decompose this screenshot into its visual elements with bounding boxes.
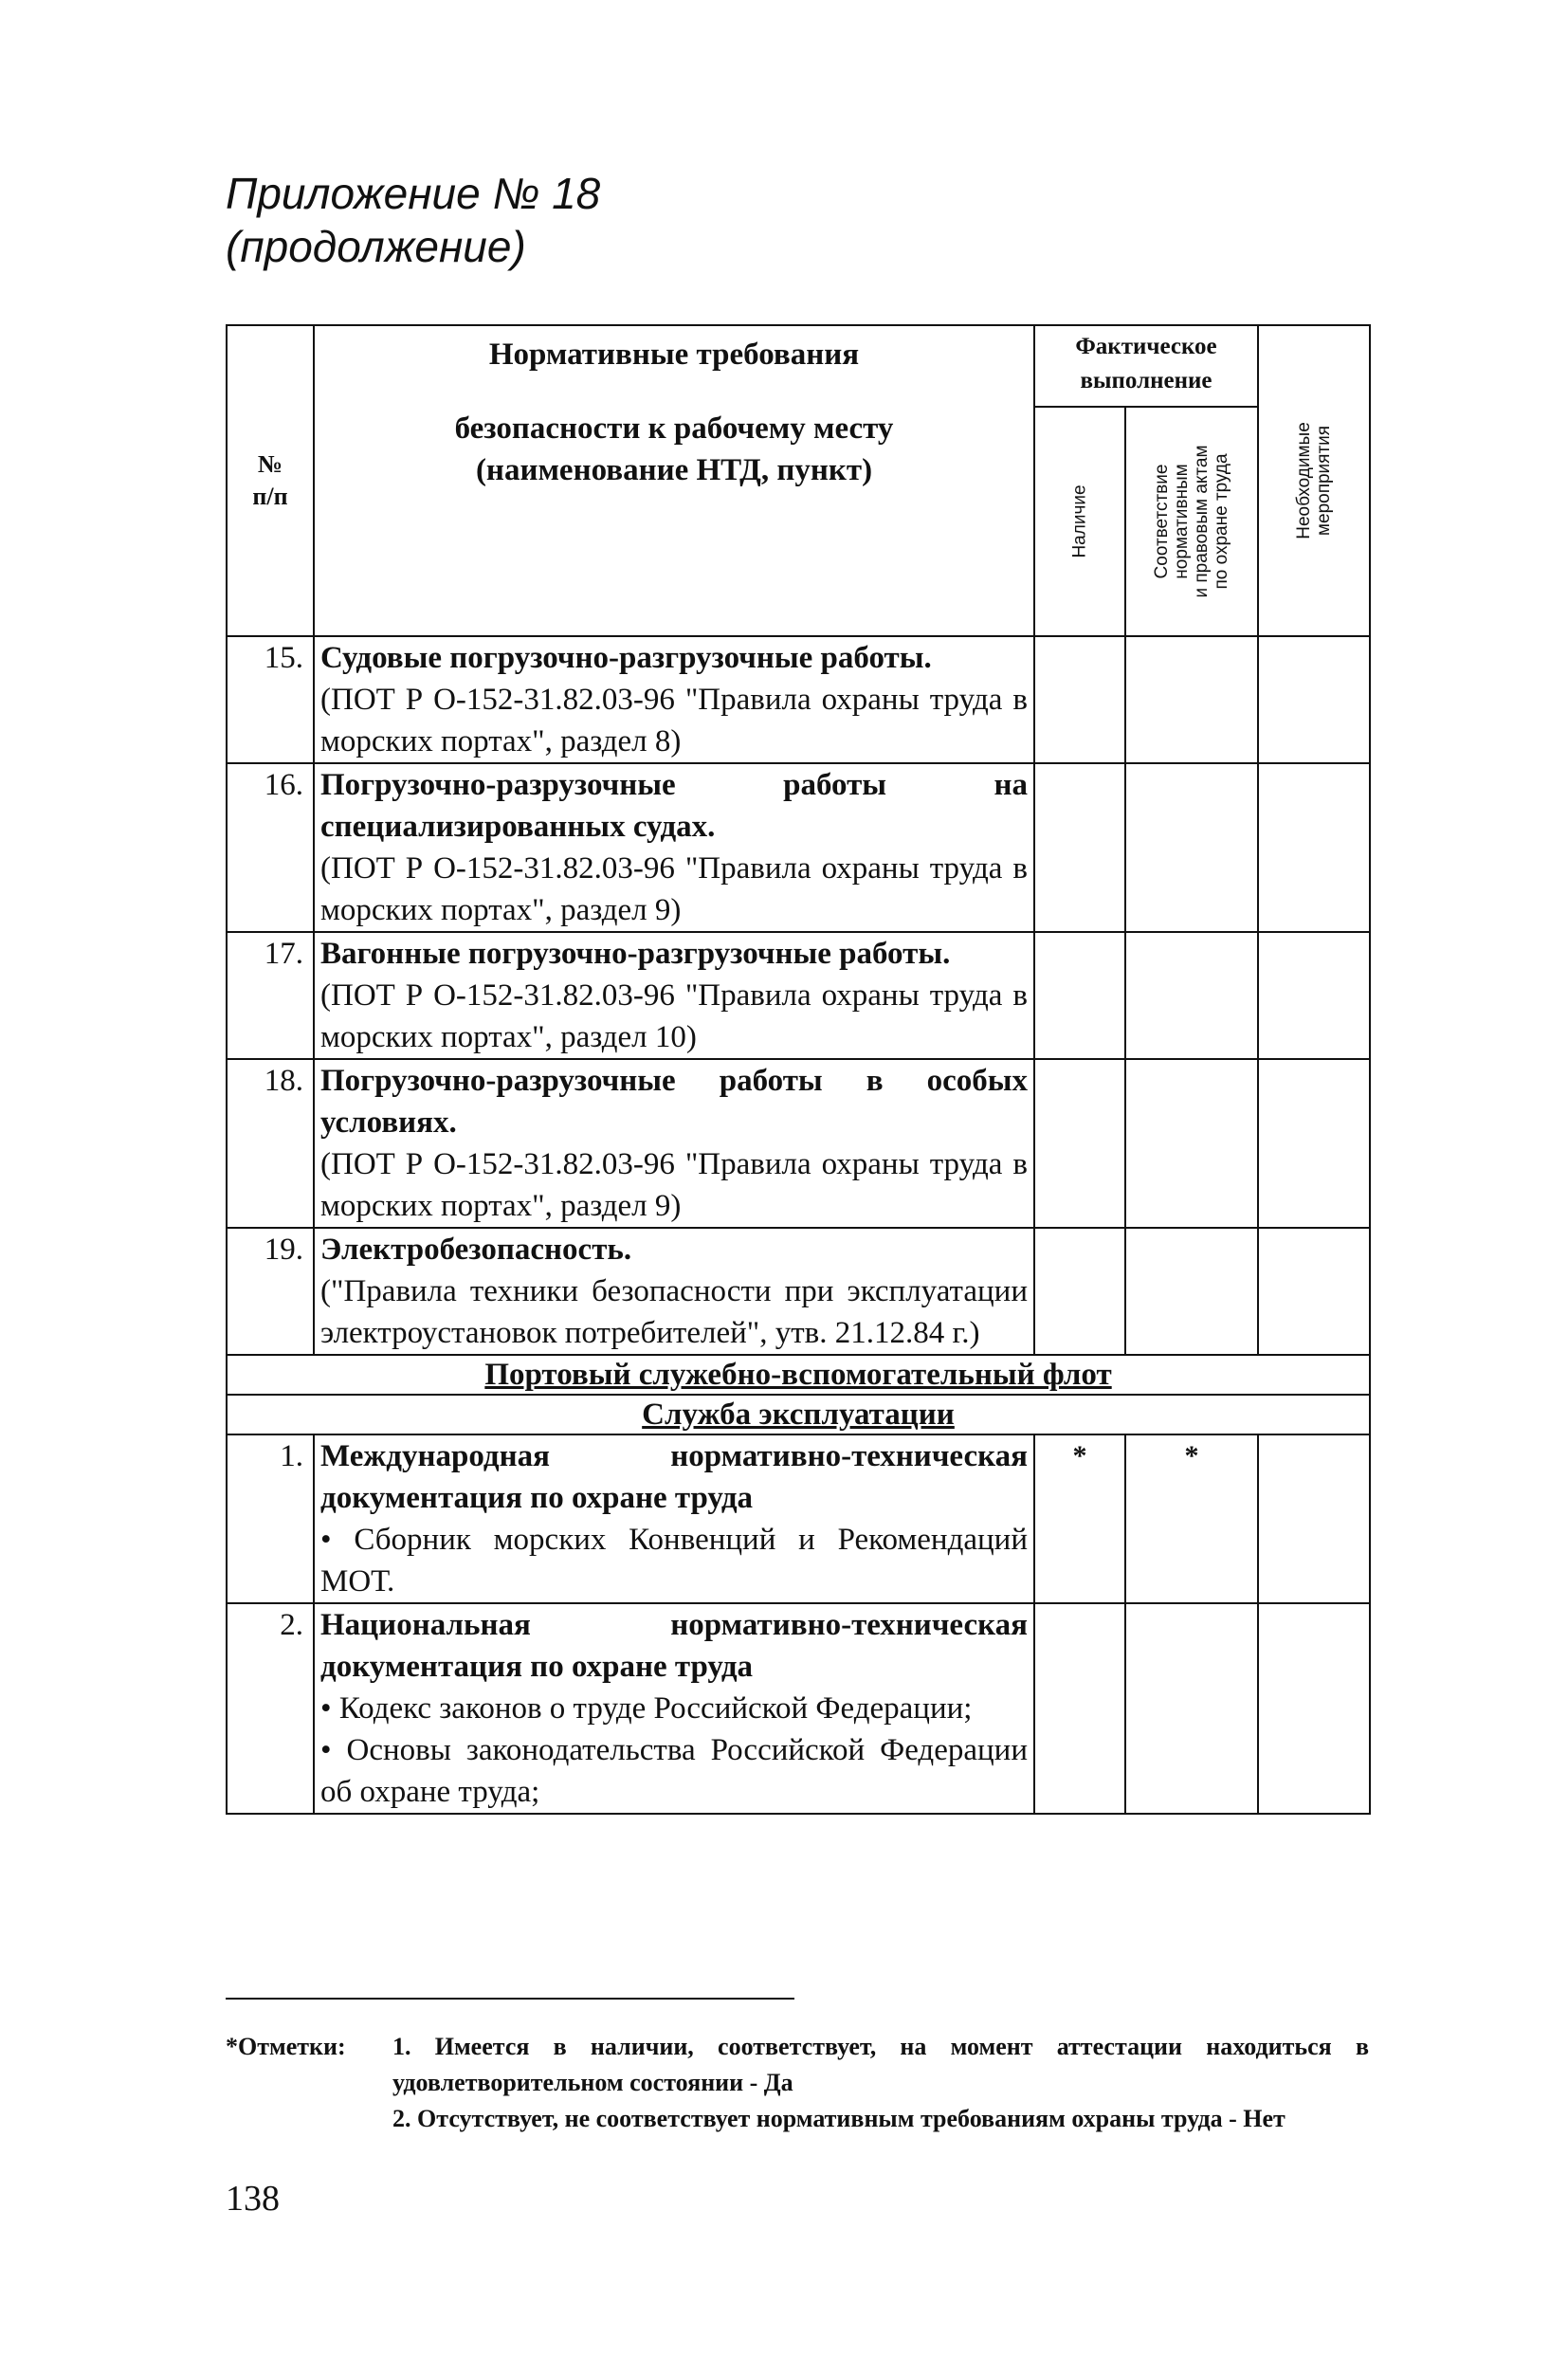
row-measures-cell: [1258, 763, 1370, 932]
note-1: 1. Имеется в наличии, соответствует, на момент аттестации находиться в удовлетворительном состоянии - Да: [392, 2033, 1369, 2096]
row-presence-cell: [1034, 763, 1125, 932]
section-title-service: Служба эксплуатации: [227, 1395, 1370, 1434]
note-2: 2. Отсутствует, не соответствует нормативным требованиям охраны труда - Нет: [392, 2105, 1285, 2132]
row-measures-cell: [1258, 1603, 1370, 1814]
section-title-fleet: Портовый служебно-вспомогательный флот: [227, 1355, 1370, 1395]
row-compliance-cell: [1125, 636, 1258, 763]
row-compliance-cell: [1125, 1603, 1258, 1814]
row-measures-cell: [1258, 932, 1370, 1059]
row-compliance-cell: [1125, 1059, 1258, 1228]
row-requirement: Международная нормативно-техническая документация по охране труда • Сборник морских Конвенций и Рекомендаций МОТ.: [314, 1434, 1034, 1603]
row-requirement: Национальная нормативно-техническая документация по охране труда • Кодекс законов о труде Российской Федерации; • Основы законодательства Российской Федерации об охране труда;: [314, 1603, 1034, 1814]
section-row-fleet: [227, 1355, 1370, 1395]
row-compliance-cell: [1125, 1228, 1258, 1355]
row-number: 1.: [227, 1434, 314, 1603]
footnote-divider: [226, 1998, 794, 2000]
table-header-row: [227, 325, 1370, 407]
bullet-icon: •: [320, 1691, 339, 1726]
row-number: 17.: [227, 932, 314, 1059]
bullet-icon: •: [320, 1523, 355, 1557]
row-presence-cell: [1034, 1603, 1125, 1814]
table-row: [227, 763, 1370, 932]
table-row: [227, 1228, 1370, 1355]
row-compliance-cell: [1125, 763, 1258, 932]
column-header-number: № п/п: [227, 325, 314, 636]
column-header-requirements: Нормативные требования безопасности к рабочему месту (наименование НТД, пункт): [314, 325, 1034, 636]
row-number: 15.: [227, 636, 314, 763]
row-presence-cell: [1034, 1228, 1125, 1355]
row-presence-cell: [1034, 636, 1125, 763]
row-measures-cell: [1258, 1434, 1370, 1603]
row-requirement: Судовые погрузочно-разгрузочные работы. (ПОТ Р О-152-31.82.03-96 "Правила охраны труда в морских портах", раздел 8): [314, 636, 1034, 763]
bullet-icon: •: [320, 1733, 347, 1767]
row-measures-cell: [1258, 1228, 1370, 1355]
footnote-notes: [226, 2029, 1369, 2137]
row-measures-cell: [1258, 1059, 1370, 1228]
row-presence-cell: *: [1034, 1434, 1125, 1603]
row-compliance-cell: *: [1125, 1434, 1258, 1603]
requirements-table: [226, 324, 1371, 1815]
row-presence-cell: [1034, 932, 1125, 1059]
column-header-measures: Необходимые мероприятия: [1258, 325, 1370, 636]
row-number: 16.: [227, 763, 314, 932]
column-header-presence: Наличие: [1034, 407, 1125, 636]
row-requirement: Вагонные погрузочно-разгрузочные работы. (ПОТ Р О-152-31.82.03-96 "Правила охраны труда в морских портах", раздел 10): [314, 932, 1034, 1059]
table-row: [227, 1059, 1370, 1228]
row-measures-cell: [1258, 636, 1370, 763]
appendix-title: Приложение № 18: [226, 169, 601, 218]
row-number: 2.: [227, 1603, 314, 1814]
row-requirement: Погрузочно-разрузочные работы в особых условиях. (ПОТ Р О-152-31.82.03-96 "Правила охраны труда в морских портах", раздел 9): [314, 1059, 1034, 1228]
section-row-service: [227, 1395, 1370, 1434]
notes-label: *Отметки:: [226, 2033, 346, 2060]
row-requirement: Погрузочно-разрузочные работы на специализированных судах. (ПОТ Р О-152-31.82.03-96 "Правила охраны труда в морских портах", раздел 9): [314, 763, 1034, 932]
row-presence-cell: [1034, 1059, 1125, 1228]
table-row: [227, 1434, 1370, 1603]
appendix-subtitle: (продолжение): [226, 222, 526, 271]
column-header-actual-fulfillment: Фактическое выполнение: [1034, 325, 1258, 407]
page-number: 138: [226, 2179, 280, 2219]
row-number: 19.: [227, 1228, 314, 1355]
table-row: [227, 932, 1370, 1059]
row-compliance-cell: [1125, 932, 1258, 1059]
table-row: [227, 636, 1370, 763]
row-number: 18.: [227, 1059, 314, 1228]
row-requirement: Электробезопасность. ("Правила техники безопасности при эксплуатации электроустановок потребителей", утв. 21.12.84 г.): [314, 1228, 1034, 1355]
column-header-compliance: Соответствие нормативным и правовым актам по охране труда: [1125, 407, 1258, 636]
document-header: [226, 167, 600, 273]
table-row: [227, 1603, 1370, 1814]
